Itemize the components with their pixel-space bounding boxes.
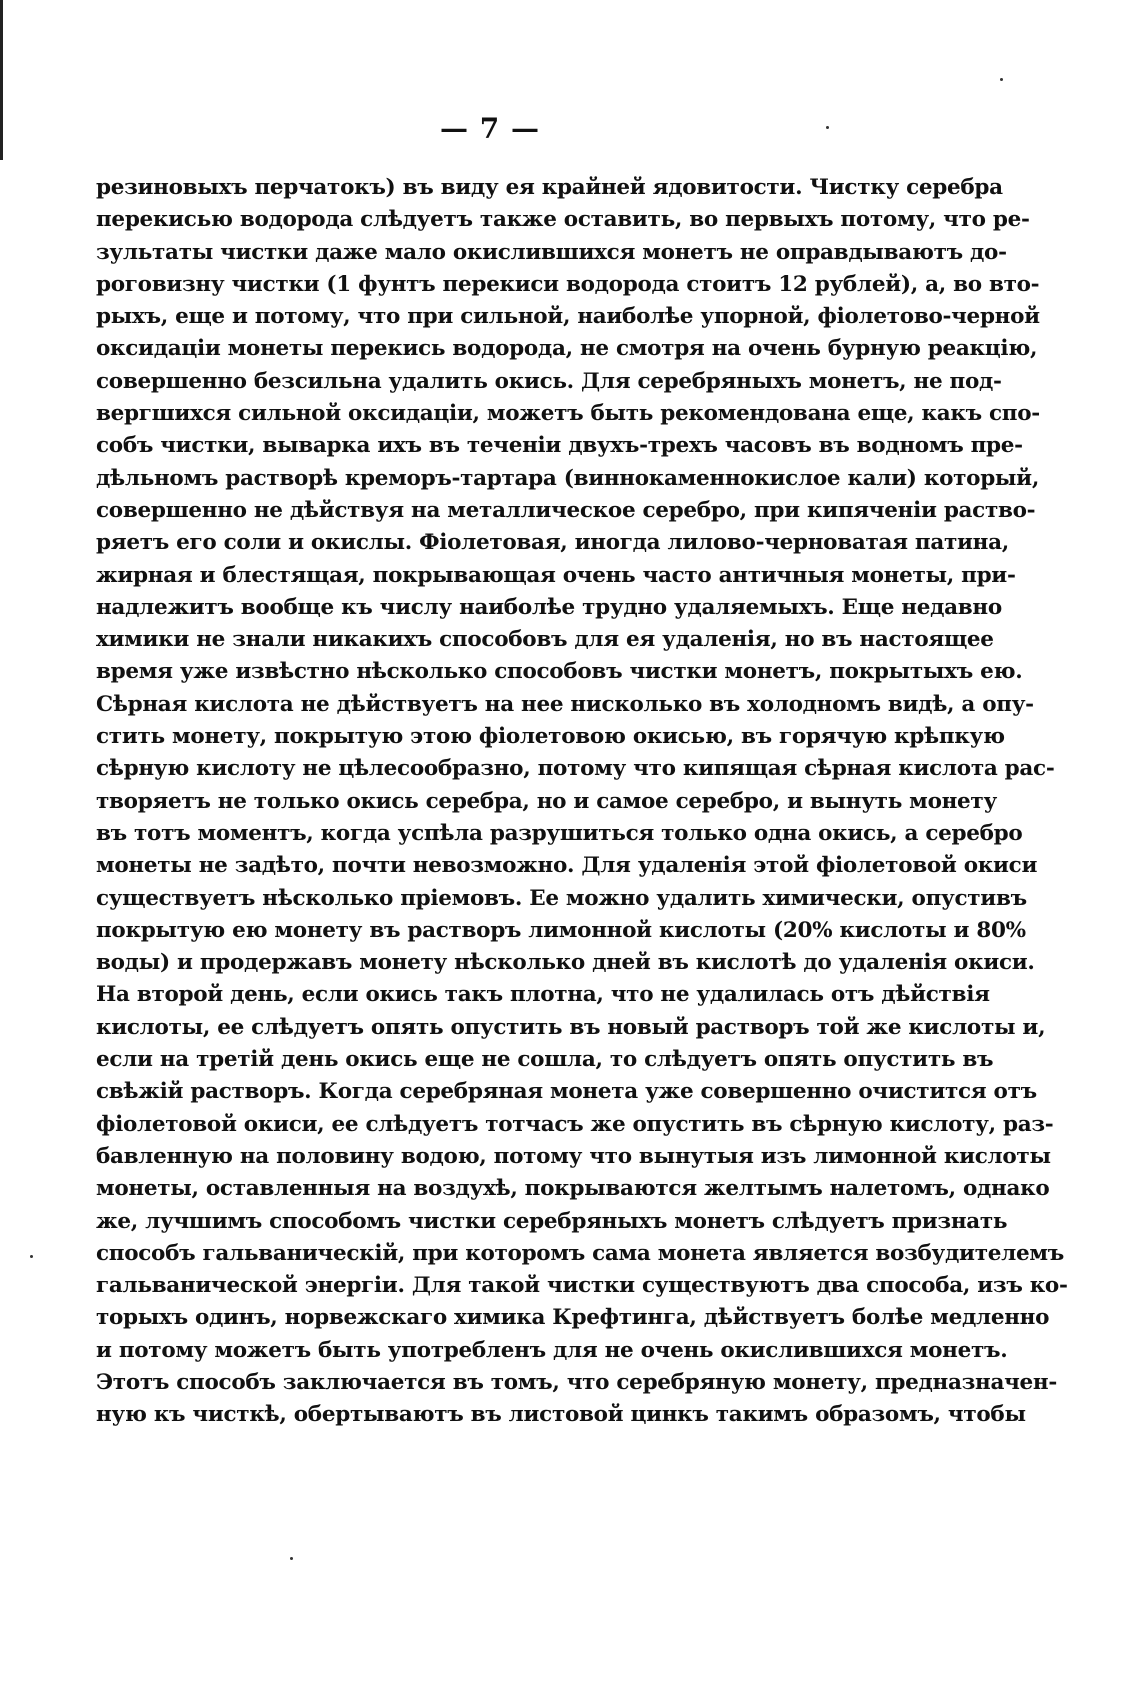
- text-line: собъ чистки, выварка ихъ въ теченіи двухъ-трехъ часовъ въ водномъ пре-: [96, 433, 1023, 459]
- text-line: сѣрную кислоту не цѣлесообразно, потому что кипящая сѣрная кислота рас-: [96, 756, 1055, 782]
- text-line: время уже извѣстно нѣсколько способовъ чистки монетъ, покрытыхъ ею.: [96, 659, 1023, 685]
- body-text: [96, 172, 1068, 1432]
- text-line: резиновыхъ перчатокъ) въ виду ея крайней ядовитости. Чистку серебра: [96, 175, 1003, 200]
- text-line: совершенно безсильна удалить окись. Для серебряныхъ монетъ, не под-: [96, 368, 1002, 394]
- text-line: бавленную на половину водою, потому что вынутыя изъ лимонной кислоты: [96, 1143, 1051, 1169]
- text-line: жирная и блестящая, покрывающая очень часто античныя монеты, при-: [96, 562, 1016, 588]
- text-line: зультаты чистки даже мало окислившихся монетъ не оправдываютъ до-: [96, 239, 1007, 265]
- text-line: рыхъ, еще и потому, что при сильной, наиболѣе упорной, фіолетово-черной: [96, 304, 1040, 330]
- text-line: оксидаціи монеты перекись водорода, не смотря на очень бурную реакцію,: [96, 336, 1038, 362]
- scan-speck: [30, 1255, 33, 1258]
- text-line: совершенно не дѣйствуя на металлическое серебро, при кипяченіи раство-: [96, 497, 1036, 523]
- text-line: химики не знали никакихъ способовъ для ея удаленія, но въ настоящее: [96, 627, 994, 653]
- text-line: Этотъ способъ заключается въ томъ, что серебряную монету, предназначен-: [96, 1369, 1057, 1395]
- text-line: и потому можетъ быть употребленъ для не очень окислившихся монетъ.: [96, 1337, 1008, 1363]
- text-line: если на третій день окись еще не сошла, то слѣдуетъ опять опустить въ: [96, 1047, 994, 1073]
- text-line: Сѣрная кислота не дѣйствуетъ на нее нисколько въ холодномъ видѣ, а опу-: [96, 691, 1034, 717]
- text-line: въ тотъ моментъ, когда успѣла разрушиться только одна окись, а серебро: [96, 820, 1023, 846]
- text-line: На второй день, если окись такъ плотна, что не удалилась отъ дѣйствія: [96, 982, 990, 1008]
- text-line: роговизну чистки (1 фунтъ перекиси водорода стоитъ 12 рублей), а, во вто-: [96, 271, 1040, 297]
- text-line: покрытую ею монету въ растворъ лимонной кислоты (20% кислоты и 80%: [96, 917, 1026, 943]
- text-line: перекисью водорода слѣдуетъ также оставить, во первыхъ потому, что ре-: [96, 207, 1030, 233]
- text-line: свѣжій растворъ. Когда серебряная монета уже совершенно очистится отъ: [96, 1079, 1037, 1105]
- text-line: существуетъ нѣсколько пріемовъ. Ее можно удалить химически, опустивъ: [96, 885, 1027, 911]
- text-line: надлежитъ вообще къ числу наиболѣе трудно удаляемыхъ. Еще недавно: [96, 594, 1002, 620]
- text-line: творяетъ не только окись серебра, но и самое серебро, и вынуть монету: [96, 788, 997, 814]
- text-line: монеты, оставленныя на воздухѣ, покрываются желтымъ налетомъ, однако: [96, 1176, 1050, 1202]
- text-line: фіолетовой окиси, ее слѣдуетъ тотчасъ же опустить въ сѣрную кислоту, раз-: [96, 1111, 1054, 1137]
- text-line: стить монету, покрытую этою фіолетовою окисью, въ горячую крѣпкую: [96, 724, 1005, 750]
- text-line: способъ гальваническій, при которомъ сама монета является возбудителемъ: [96, 1240, 1064, 1266]
- text-line: же, лучшимъ способомъ чистки серебряныхъ монетъ слѣдуетъ признать: [96, 1208, 1008, 1234]
- text-line: торыхъ одинъ, норвежскаго химика Крефтинга, дѣйствуетъ болѣе медленно: [96, 1305, 1050, 1331]
- text-line: воды) и продержавъ монету нѣсколько дней въ кислотѣ до удаленія окиси.: [96, 950, 1035, 976]
- scan-speck: [1000, 78, 1003, 81]
- text-line: монеты не задѣто, почти невозможно. Для удаленія этой фіолетовой окиси: [96, 853, 1038, 879]
- text-line: ряетъ его соли и окислы. Фіолетовая, иногда лилово-черноватая патина,: [96, 530, 1009, 556]
- text-line: дѣльномъ растворѣ креморъ-тартара (виннокаменнокислое кали) который,: [96, 465, 1040, 491]
- text-line: кислоты, ее слѣдуетъ опять опустить въ новый растворъ той же кислоты и,: [96, 1014, 1046, 1040]
- text-line: вергшихся сильной оксидаціи, можетъ быть рекомендована еще, какъ спо-: [96, 401, 1040, 427]
- page-number: — 7 —: [440, 112, 540, 145]
- scan-speck: [290, 1557, 293, 1560]
- text-line: гальванической энергіи. Для такой чистки существуютъ два способа, изъ ко-: [96, 1273, 1068, 1299]
- text-line: ную къ чисткѣ, обертываютъ въ листовой цинкъ такимъ образомъ, чтобы: [96, 1402, 1026, 1428]
